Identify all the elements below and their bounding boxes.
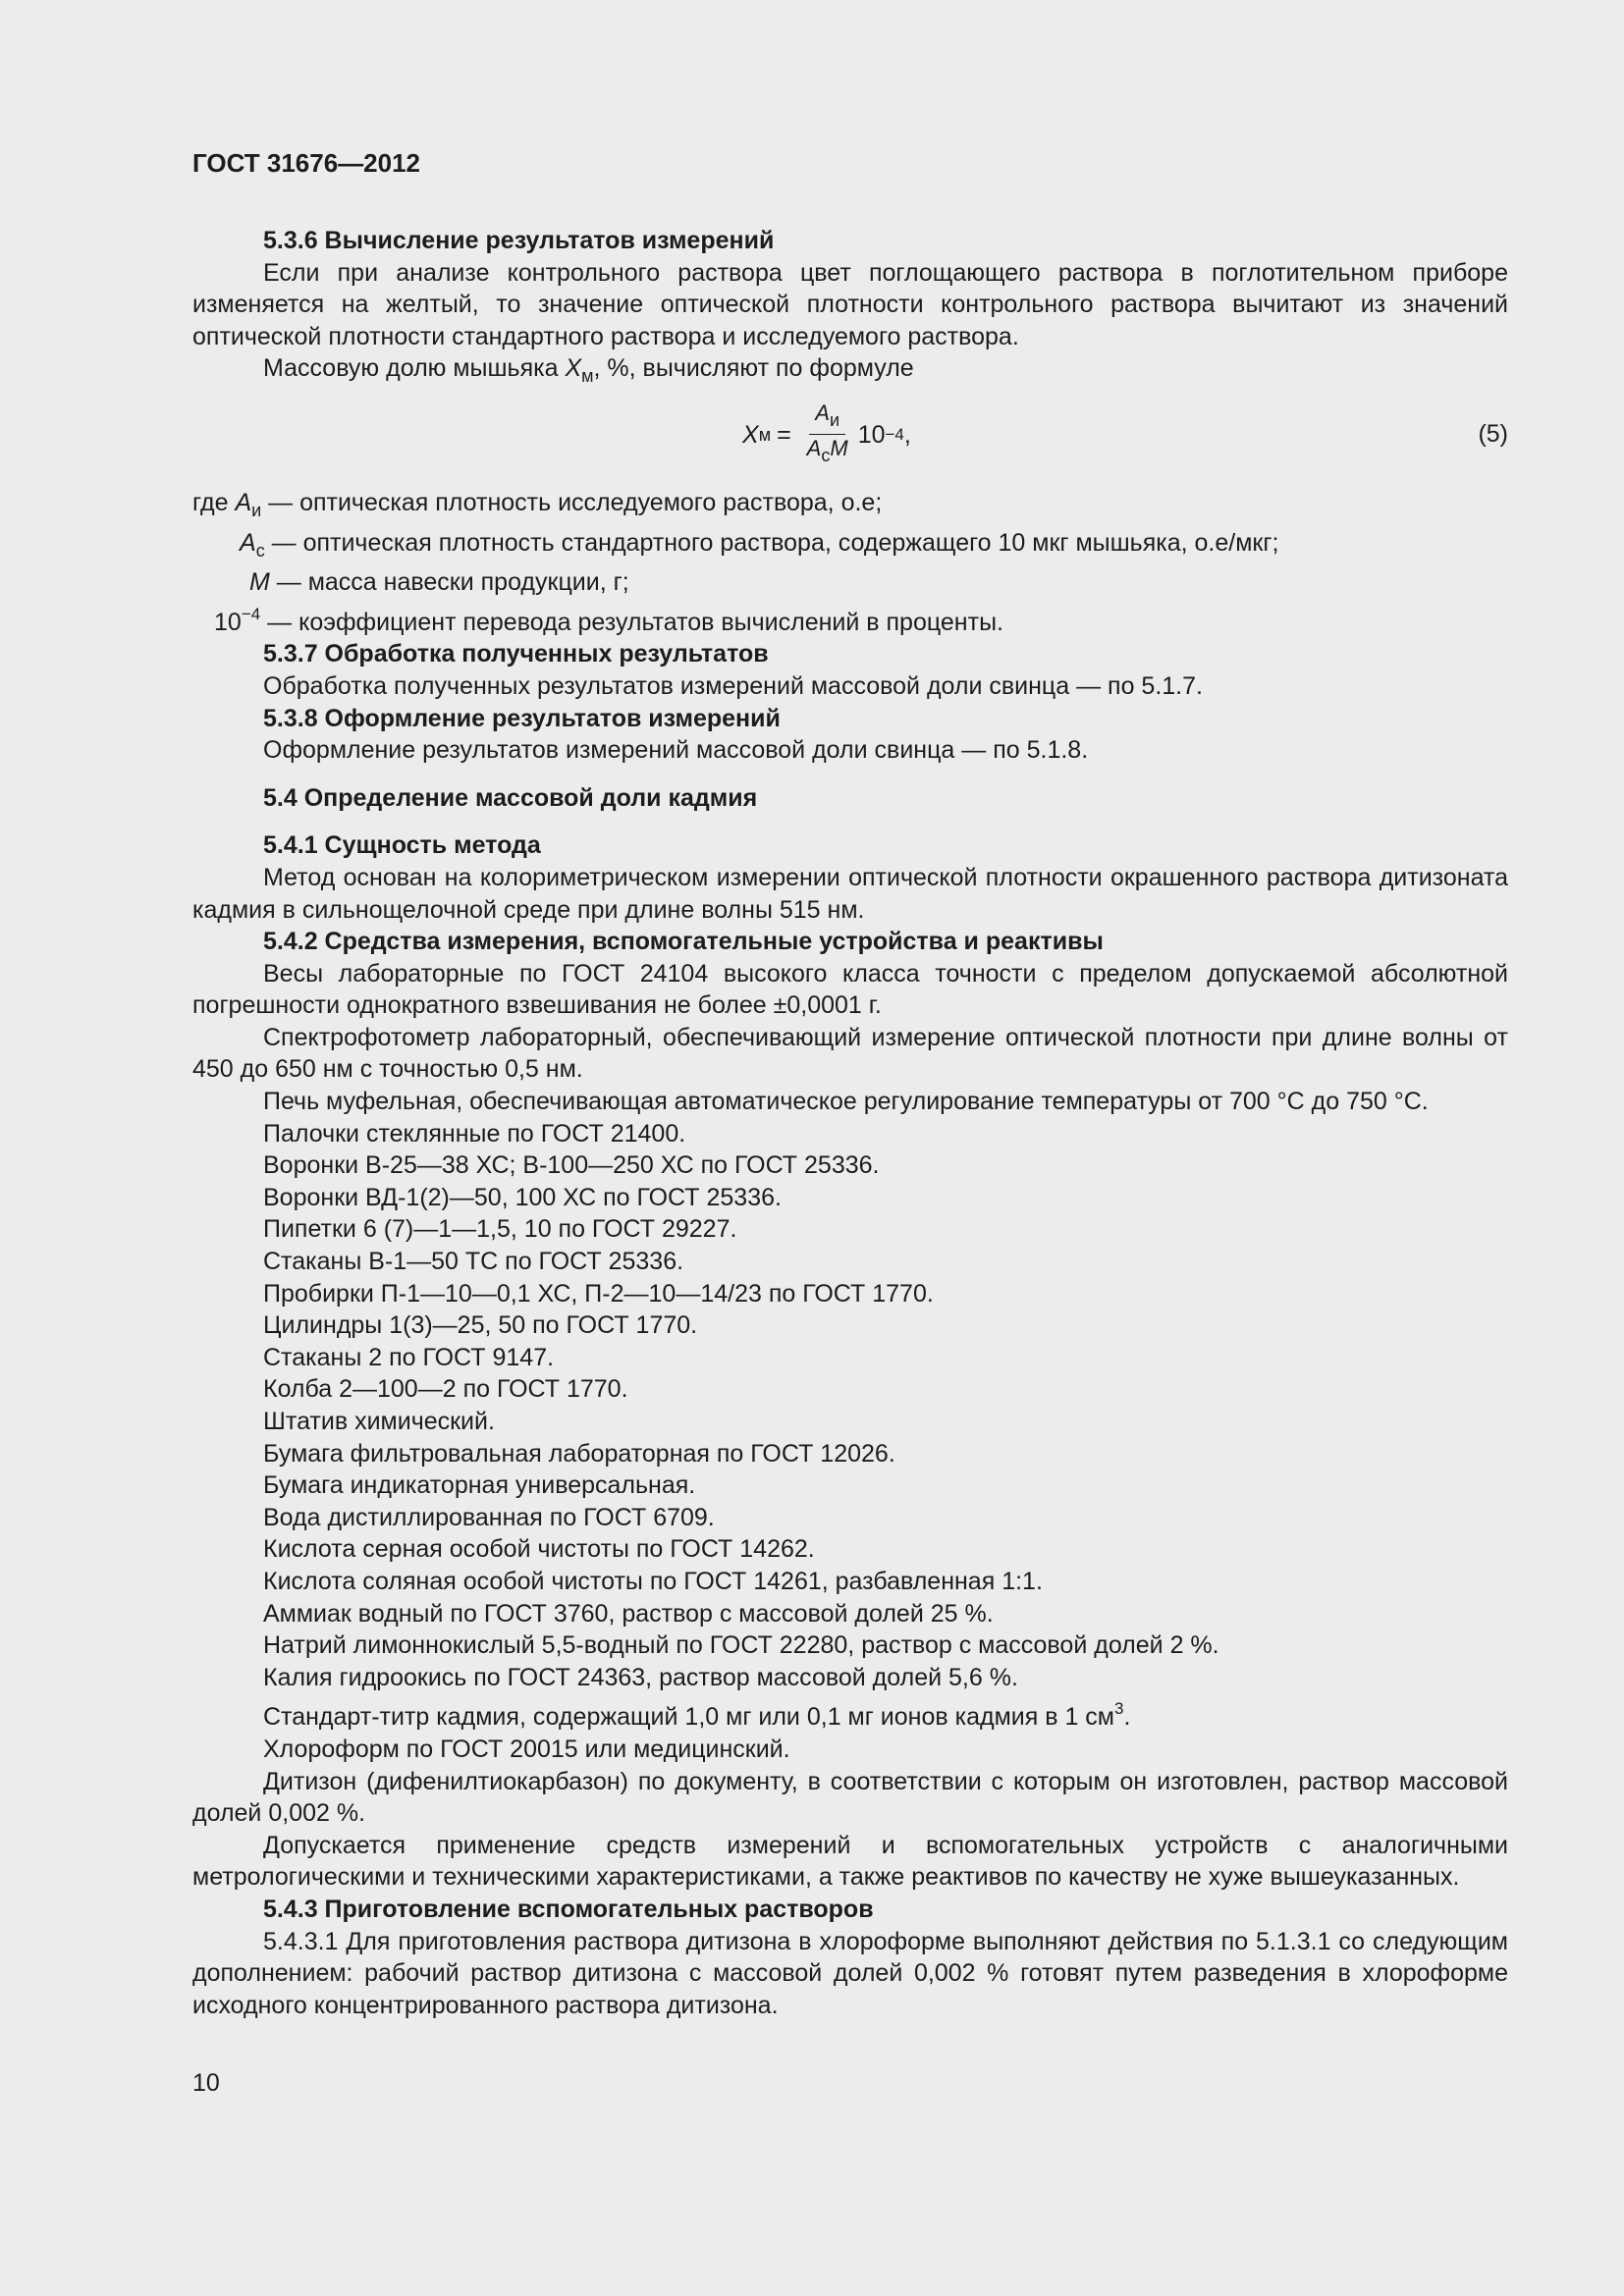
section-5-3-7-paragraph: Обработка полученных результатов измерений массовой доли свинца — по 5.1.7.: [263, 671, 1203, 700]
section-5-4-3-1-paragraph: 5.4.3.1 Для приготовления раствора дитизона в хлороформе выполняют действия по 5.1.3.1 со следующим дополнением: рабочий раствор дитизона с массовой долей 0,002 % готовят путем разведения в хлороформе исходного концентрированного раствора дитизона.: [192, 1927, 1508, 2019]
section-5-3-6-paragraph-2: [192, 352, 1508, 393]
var-x: X: [565, 354, 582, 383]
legend-subscript: и: [251, 500, 262, 520]
item-text: Стандарт-титр кадмия, содержащий 1,0 мг или 0,1 мг ионов кадмия в 1 см: [263, 1703, 1114, 1732]
page-number: 10: [192, 2069, 220, 2097]
formula-factor-exponent: −4: [885, 424, 904, 444]
equipment-note: Допускается применение средств измерений и вспомогательных устройств с аналогичными метрологическими и техническими характеристиками, а также реактивов по качеству не хуже вышеуказанных.: [192, 1831, 1508, 1892]
item-text: .: [1123, 1703, 1131, 1732]
equipment-list: [192, 958, 1508, 1894]
section-5-4-2-title: 5.4.2 Средства измерения, вспомогательные устройства и реактивы: [263, 928, 1104, 956]
equipment-item: Цилиндры 1(3)—25, 50 по ГОСТ 1770.: [263, 1311, 698, 1340]
section-5-3-6-paragraph-1: Если при анализе контрольного раствора цвет поглощающего раствора в поглотительном приборе изменяется на желтый, то значение оптической плотности контрольного раствора вычитают из значений оптической плотности стандартного раствора и исследуемого раствора.: [192, 258, 1508, 350]
equipment-item: Пипетки 6 (7)—1—1,5, 10 по ГОСТ 29227.: [263, 1215, 737, 1244]
equipment-item: Кислота серная особой чистоты по ГОСТ 14262.: [263, 1535, 815, 1564]
equipment-item: Дитизон (дифенилтиокарбазон) по документу, в соответствии с которым он изготовлен, раствор массовой долей 0,002 %.: [192, 1767, 1508, 1828]
formula-5: [192, 397, 1508, 473]
denominator-var-a: A: [806, 436, 822, 461]
spacer: [192, 767, 1508, 782]
var-x-subscript: м: [581, 366, 594, 387]
equipment-item: Кислота соляная особой чистоты по ГОСТ 14261, разбавленная 1:1.: [263, 1567, 1043, 1595]
equipment-item: Спектрофотометр лабораторный, обеспечивающий измерение оптической плотности при длине волны от 450 до 650 нм с точностью 0,5 нм.: [192, 1023, 1508, 1084]
legend-text: — масса навески продукции, г;: [269, 568, 629, 597]
legend-var: M: [249, 568, 270, 597]
legend-line-3: [192, 566, 1508, 599]
equipment-item: Бумага индикаторная универсальная.: [263, 1471, 696, 1500]
item-superscript: 3: [1113, 1699, 1124, 1719]
section-5-3-8-paragraph: Оформление результатов измерений массовой доли свинца — по 5.1.8.: [263, 736, 1089, 765]
legend-base: 10: [214, 608, 242, 636]
equipment-item: Стаканы 2 по ГОСТ 9147.: [263, 1343, 555, 1371]
section-5-4-3-title: 5.4.3 Приготовление вспомогательных растворов: [263, 1895, 874, 1923]
formula-numerator: [809, 400, 845, 435]
numerator-subscript: и: [829, 410, 840, 431]
equipment-item: [192, 1693, 1508, 1734]
formula-lhs: X: [742, 420, 759, 449]
document-body: [192, 225, 1508, 2021]
formula-lhs-subscript: м: [758, 424, 772, 445]
equipment-item: Стаканы В-1—50 ТС по ГОСТ 25336.: [263, 1248, 684, 1276]
legend-line-1: [192, 487, 1508, 527]
legend-subscript: с: [255, 540, 265, 561]
legend-var: A: [235, 488, 252, 516]
section-5-3-6-title: 5.3.6 Вычисление результатов измерений: [263, 227, 775, 254]
equipment-item: Воронки В-25—38 ХС; В-100—250 ХС по ГОСТ 25336.: [263, 1151, 880, 1180]
section-5-4-1-paragraph: Метод основан на колориметрическом измерении оптической плотности окрашенного раствора дитизоната кадмия в сильнощелочной среде при длине волны 515 нм.: [192, 863, 1508, 924]
equipment-item: Натрий лимоннокислый 5,5-водный по ГОСТ 22280, раствор с массовой долей 2 %.: [263, 1631, 1219, 1660]
formula-legend: [192, 487, 1508, 638]
formula-factor: 10: [857, 420, 886, 449]
section-5-4-title: 5.4 Определение массовой доли кадмия: [263, 783, 758, 812]
formula-trailing-comma: ,: [903, 420, 911, 449]
legend-exponent: −4: [241, 604, 261, 623]
paragraph-text: Массовую долю мышьяка: [263, 354, 566, 383]
numerator-var: A: [815, 400, 830, 426]
equipment-item: Бумага фильтровальная лабораторная по ГОСТ 12026.: [263, 1439, 895, 1468]
legend-text: где: [192, 488, 236, 516]
legend-text: — оптическая плотность исследуемого раствора, о.е;: [261, 488, 883, 516]
legend-text: — коэффициент перевода результатов вычислений в проценты.: [260, 608, 1003, 636]
denominator-var-m: M: [830, 436, 848, 461]
legend-line-4: [192, 599, 1508, 639]
spacer: [192, 814, 1508, 829]
equipment-item: Воронки ВД-1(2)—50, 100 ХС по ГОСТ 25336.: [263, 1183, 782, 1211]
section-5-4-1-title: 5.4.1 Сущность метода: [263, 831, 541, 860]
equipment-item: Вода дистиллированная по ГОСТ 6709.: [263, 1503, 715, 1531]
equipment-item: Печь муфельная, обеспечивающая автоматическое регулирование температуры от 700 °С до 750 °С.: [263, 1088, 1429, 1116]
equipment-item: Весы лабораторные по ГОСТ 24104 высокого класса точности с пределом допускаемой абсолютной погрешности однократного взвешивания не более ±0,0001 г.: [192, 959, 1508, 1020]
paragraph-text: , %, вычисляют по формуле: [593, 354, 914, 383]
formula-expression: [742, 399, 911, 471]
legend-var: A: [240, 528, 256, 557]
section-5-3-8-title: 5.3.8 Оформление результатов измерений: [263, 704, 781, 732]
equipment-item: Аммиак водный по ГОСТ 3760, раствор с массовой долей 25 %.: [263, 1599, 994, 1628]
denominator-subscript: с: [821, 446, 831, 466]
document-page: [192, 0, 1508, 2296]
equipment-item: Колба 2—100—2 по ГОСТ 1770.: [263, 1375, 628, 1404]
equipment-item: Хлороформ по ГОСТ 20015 или медицинский.: [263, 1735, 790, 1763]
formula-fraction: [801, 400, 854, 469]
legend-text: — оптическая плотность стандартного раствора, содержащего 10 мкг мышьяка, о.е/мкг;: [264, 528, 1279, 557]
equipment-item: Калия гидроокись по ГОСТ 24363, раствор массовой долей 5,6 %.: [263, 1663, 1018, 1691]
section-5-3-7-title: 5.3.7 Обработка полученных результатов: [263, 640, 769, 668]
equipment-item: Палочки стеклянные по ГОСТ 21400.: [263, 1119, 686, 1148]
formula-denominator: [801, 435, 854, 469]
equipment-item: Пробирки П-1—10—0,1 ХС, П-2—10—14/23 по ГОСТ 1770.: [263, 1279, 934, 1308]
formula-equals: =: [777, 420, 791, 449]
equipment-item: Штатив химический.: [263, 1408, 495, 1435]
formula-number: (5): [1478, 419, 1508, 448]
legend-line-2: [192, 527, 1508, 567]
document-header: ГОСТ 31676—2012: [192, 148, 420, 178]
